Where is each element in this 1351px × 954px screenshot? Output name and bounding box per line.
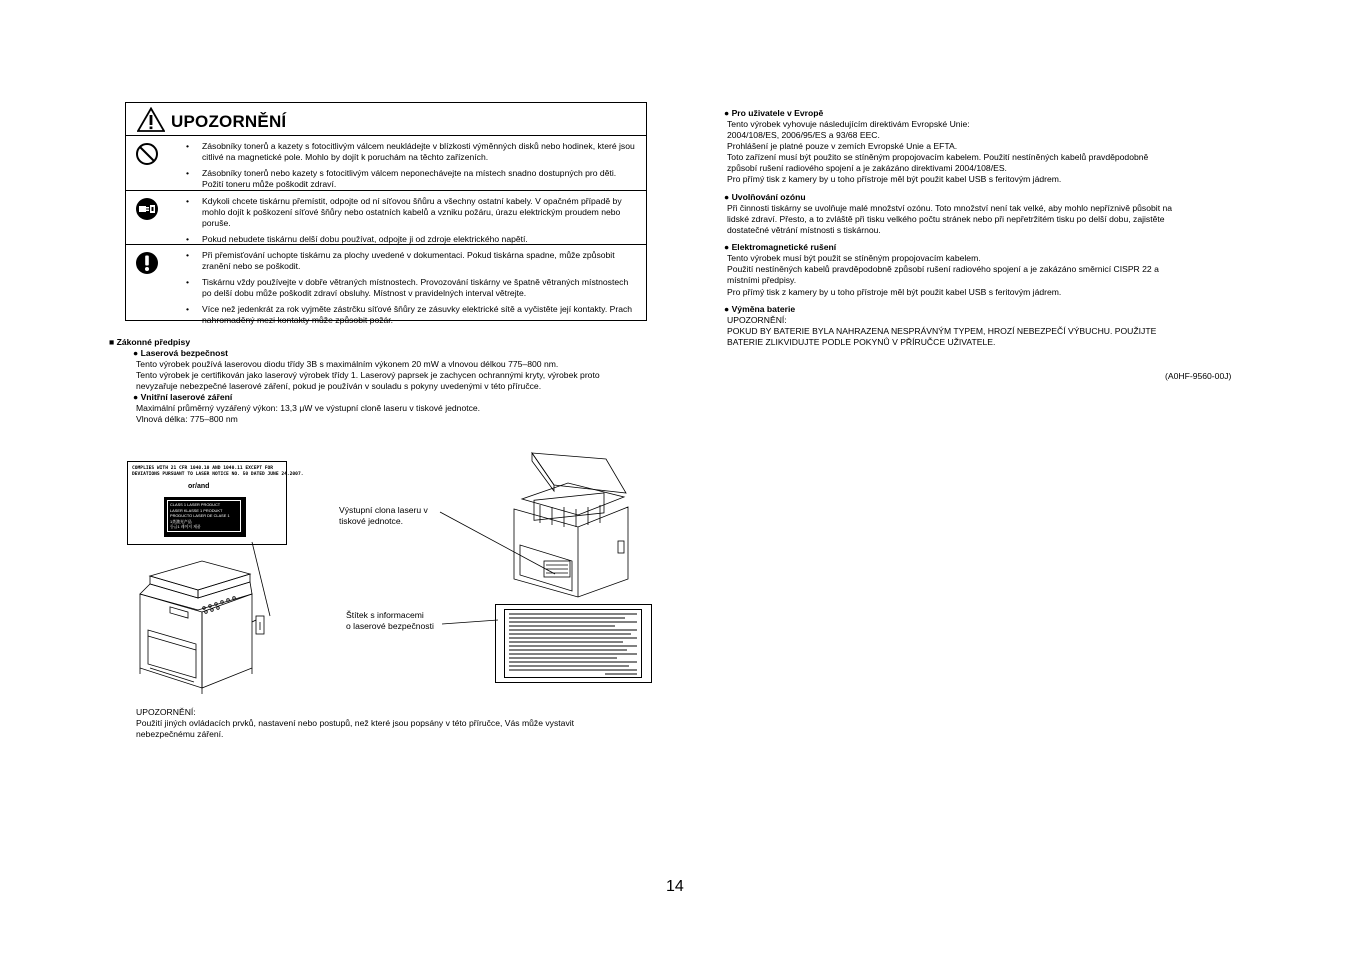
warning-row-moving [126,191,646,245]
unplug-icon [135,197,159,221]
ozone-line: Při činnosti tiskárny se uvolňuje malé množství ozónu. Toto množství není tak velké, aby mohlo nepříznivě působit na [727,203,1173,213]
battery-heading: ● Výměna baterie [724,304,796,314]
ozone-line: dostatečné větrání místnosti s tiskárnou. [727,225,881,235]
emc-heading: ● Elektromagnetické rušení [724,242,837,252]
europe-line: Pro přímý tisk z kamery by u toho přístroje měl být použit kabel USB s feritovým jádrem. [727,174,1062,184]
warning-bullets [186,250,636,331]
laser-text-3: nevyzařuje nebezpečné laserové záření, pokud je používán v souladu s pokyny uvedenými v této příručce. [136,381,542,391]
cert-pointer-line [248,540,278,620]
europe-line: Prohlášení je platné pouze v zemích Evropské Unie a EFTA. [727,141,958,151]
internal-laser-heading: ● Vnitřní laserové záření [133,392,233,402]
document-code: (A0HF-9560-00J) [1165,371,1232,381]
or-and-text: or/and [188,483,210,490]
europe-line: Toto zařízení musí být použito se stíněným propojovacím kabelem. Použití nestíněných kabelů pravděpodobně [727,152,1149,162]
class-line: 등급1 레이저 제품 [170,524,201,529]
cert-line-1: COMPLIES WITH 21 CFR 1040.10 AND 1040.11 EXCEPT FOR [132,466,274,471]
warning-bullets [186,141,636,195]
laser-info-label-inner [504,609,642,678]
internal-text-1: Maximální průměrný vyzářený výkon: 13,3 μW ve výstupní cloně laseru v tiskové jednotce. [136,403,481,413]
class1-laser-plate [164,497,246,537]
label-pointer-line [440,610,500,630]
europe-line: způsobí rušení radiového spojení a je zakázáno direktivami 2004/108/ES. [727,163,1007,173]
warning-row-storage [126,136,646,191]
europe-line: 2004/108/ES, 2006/95/ES a 93/68 EEC. [727,130,880,140]
class-line: 1类激光产品 [170,518,192,524]
emc-line: místními předpisy. [727,275,797,285]
certification-label [127,461,304,545]
battery-line: POKUD BY BATERIE BYLA NAHRAZENA NESPRÁVNÝM TYPEM, HROZÍ NEBEZPEČÍ VÝBUCHU. POUŽIJTE [727,326,1157,336]
class-line: PRODUCTO LASER DE CLASE 1 [170,513,230,518]
ozone-heading: ● Uvolňování ozónu [724,192,806,202]
warning-row-usage [126,245,646,325]
warning-box [125,102,647,325]
laser-safety-heading: ● Laserová bezpečnost [133,348,228,358]
page-number: 14 [666,878,684,895]
battery-line: BATERIE ZLIKVIDUJTE PODLE POKYNŮ V PŘÍRUČCE UŽIVATELE. [727,337,996,347]
cert-line-2: DEVIATIONS PURSUANT TO LASER NOTICE NO. 50 DATED JUNE 24.2007. [132,472,304,477]
bullet-item: • Zásobníky tonerů a kazety s fotocitlivým válcem neukládejte v blízkosti výměnných disků nebo hodinek, které jsou citlivé na magnetické pole. Mohlo by dojít k poruchám na těchto zařízeních. [186,141,636,163]
bullet-item: • Při přemisťování uchopte tiskárnu za plochy uvedené v dokumentaci. Pokud tiskárna spadne, může způsobit zranění nebo se poškodit. [186,250,636,272]
bullet-item: • Více než jedenkrát za rok vyjměte zástrčku síťové šňůry ze zásuvky elektrické sítě a vyčistěte její kontakty. Prach nahromaděný mezi kontakty může způsobit požár. [186,304,636,326]
battery-line: UPOZORNĚNÍ: [727,315,787,325]
internal-text-2: Vlnová délka: 775–800 nm [136,414,238,424]
laser-text-2: Tento výrobek je certifikován jako laserový výrobek třídy 1. Laserový paprsek je zachycen ochrannými kryty, výrobek proto [136,370,600,380]
laser-info-label [495,604,652,683]
bullet-item: • Tiskárnu vždy používejte v dobře větraných místnostech. Provozování tiskárny ve špatně větraných místnostech po delší dobu může poškodit zdraví obsluhy. Místnost v pravidelných interval větrejte. [186,277,636,299]
ozone-line: lidské zdraví. Přesto, a to zvláště při tisku velkého počtu stránek nebo při nepřetržitém tisku po delší dobu, zajistěte [727,214,1165,224]
label-callout-2: o laserové bezpečnosti [346,621,434,631]
laser-text-1: Tento výrobek používá laserovou diodu třídy 3B s maximálním výkonem 20 mW a vlnovou délkou 775–800 nm. [136,359,559,369]
warning-bullets [186,196,636,250]
exclamation-icon [135,251,159,275]
emc-line: Použití nestíněných kabelů pravděpodobně způsobí rušení radiového spojení a je zakázáno směrnicí CISPR 22 a [727,264,1159,274]
multilingual-warning-lines [505,610,641,677]
emc-line: Pro přímý tisk z kamery by u toho přístroje měl být použit kabel USB s feritovým jádrem. [727,287,1062,297]
printer-open-illustration [508,449,638,599]
caution-line-1: Použití jiných ovládacích prvků, nastavení nebo postupů, než které jsou popsány v této příručce, Vás může vystavit [136,718,575,728]
warning-header [126,103,646,136]
europe-line: Tento výrobek vyhovuje následujícím direktivám Evropské Unie: [727,119,970,129]
legal-heading: ■ Zákonné předpisy [109,337,191,347]
prohibition-icon [135,142,159,166]
warning-title: UPOZORNĚNÍ [171,112,287,131]
label-callout-1: Štítek s informacemi [346,610,424,620]
emc-line: Tento výrobek musí být použit se stíněným propojovacím kabelem. [727,253,981,263]
aperture-callout-1: Výstupní clona laseru v [339,505,428,515]
bullet-item: • Pokud nebudete tiskárnu delší dobu používat, odpojte ji od zdroje elektrického napětí. [186,234,636,245]
bullet-item: • Kdykoli chcete tiskárnu přemístit, odpojte od ní síťovou šňůru a všechny ostatní kabely. V opačném případě by mohlo dojít k poškození síťové šňůry nebo ostatních kabelů a vzniku požáru, úrazu elektrickým proudem nebo poruše. [186,196,636,229]
aperture-callout-2: tiskové jednotce. [339,516,404,526]
warning-triangle-icon [137,107,165,132]
class-line: CLASS 1 LASER PRODUCT [170,502,221,507]
caution-line-2: nebezpečnému záření. [136,729,224,739]
europe-heading: ● Pro uživatele v Evropě [724,108,824,118]
class-line: LASER KLASSE 1 PRODUKT [170,507,223,513]
caution-title: UPOZORNĚNÍ: [136,707,196,717]
bullet-item: • Zásobníky tonerů nebo kazety s fotocitlivým válcem neponechávejte na místech snadno dostupných pro děti. Požití toneru může poškodit zdraví. [186,168,636,190]
